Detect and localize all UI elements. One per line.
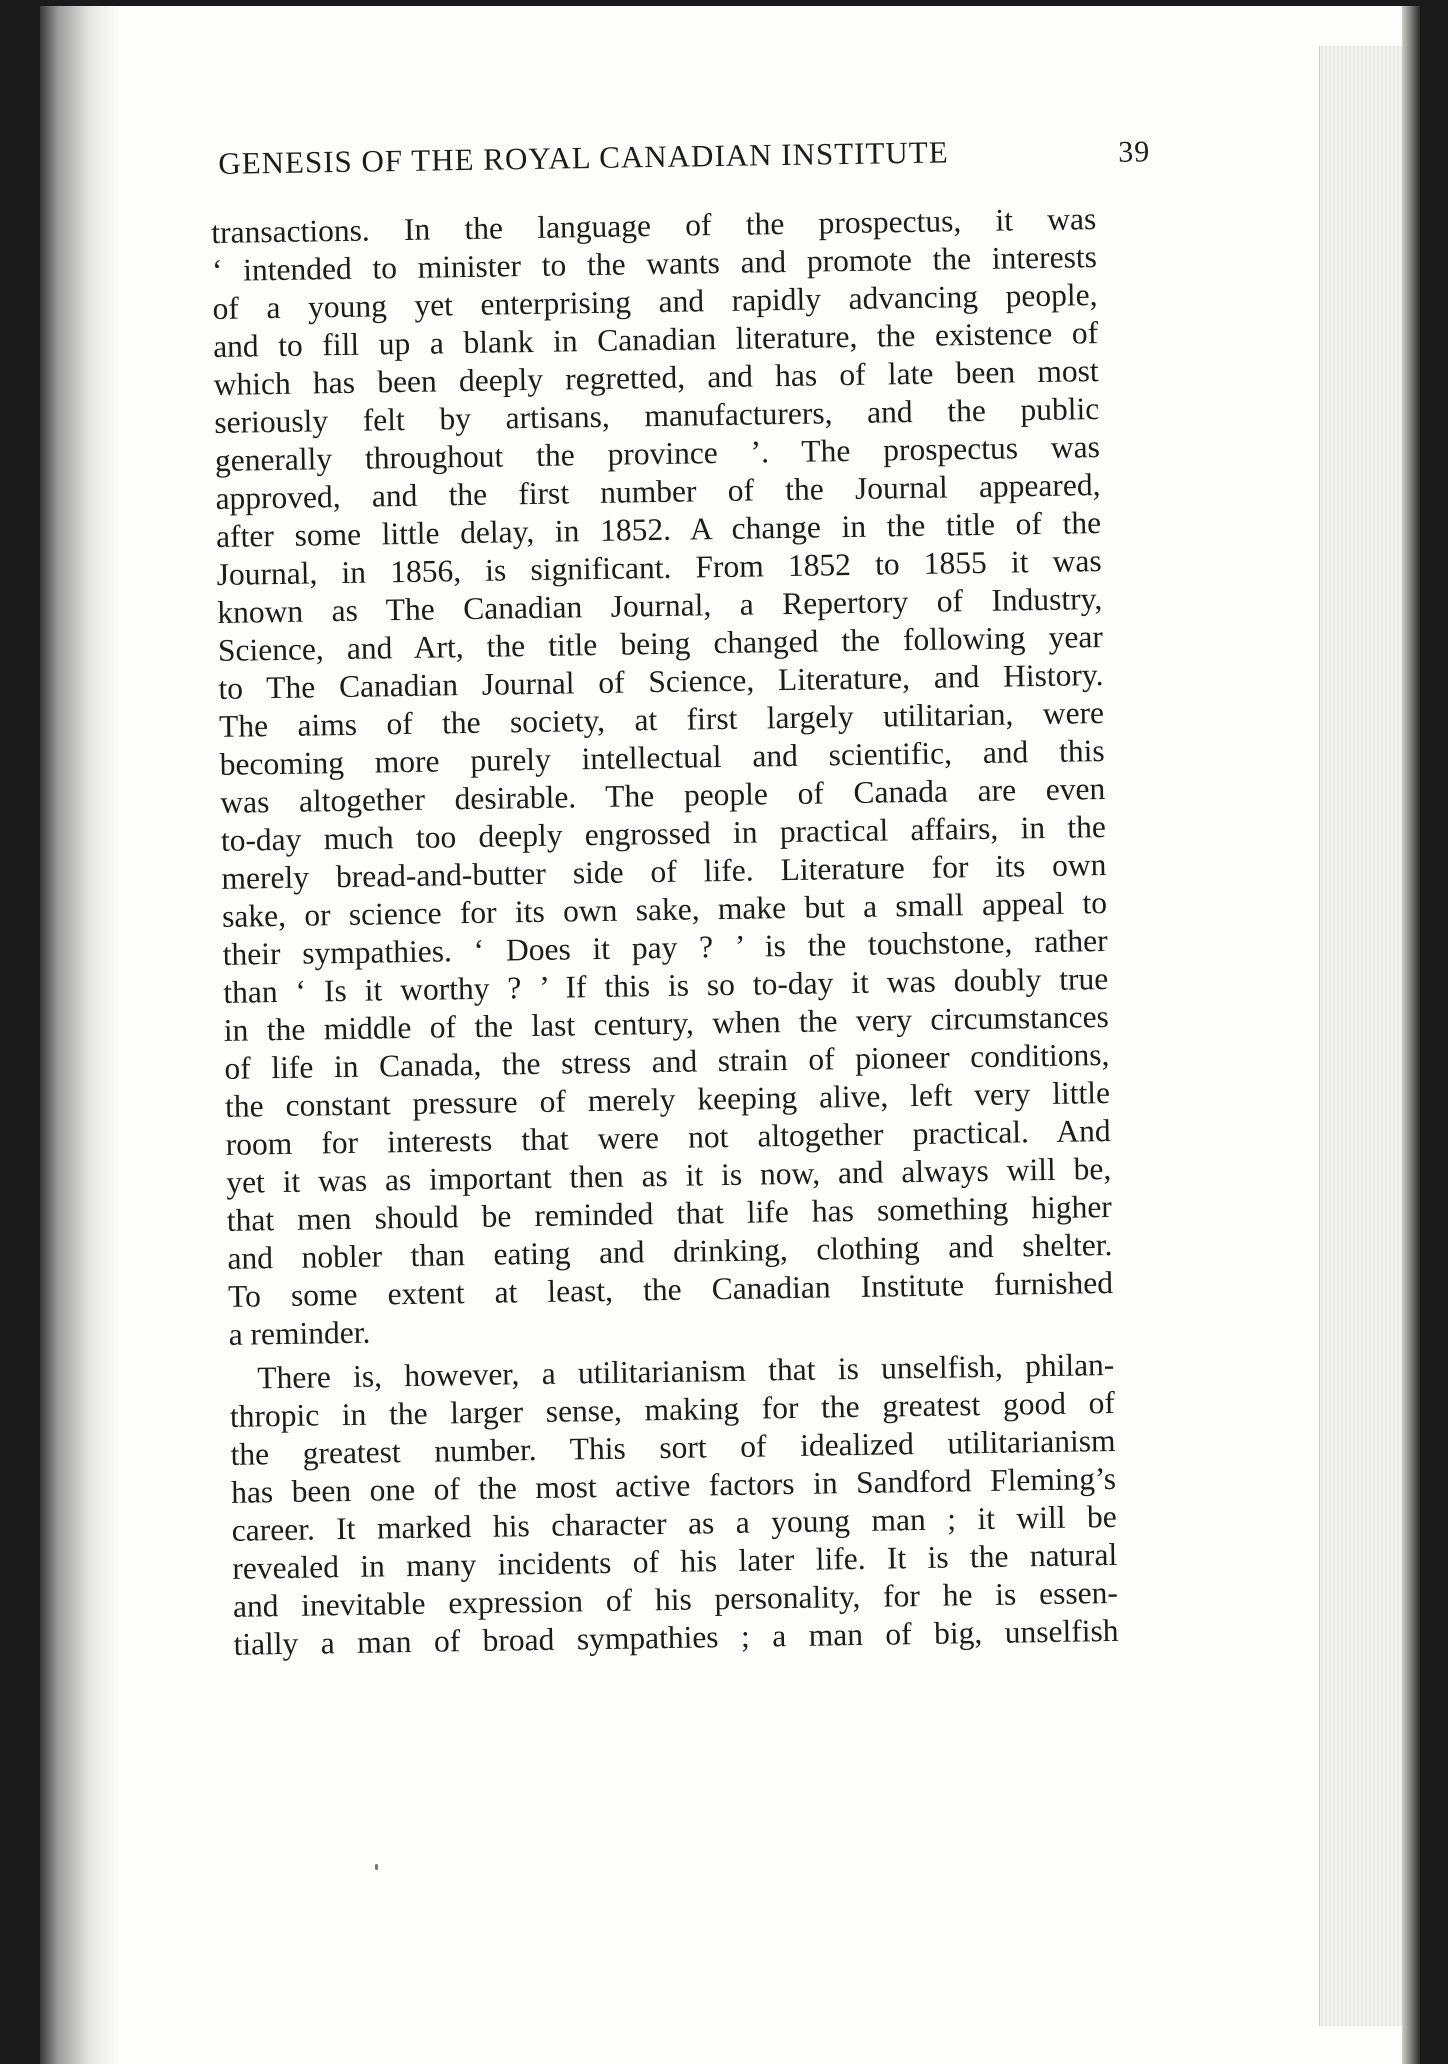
text-line: ‘ intended to minister to the wants and promote the interests bbox=[211, 239, 1098, 288]
text-line: the constant pressure of merely keeping alive, left very little bbox=[224, 1074, 1111, 1124]
text-line: a reminder. bbox=[228, 1314, 371, 1352]
text-line: seriously felt by artisans, manufacturers, and the public bbox=[214, 391, 1100, 440]
text-line: yet it was as important then as it is now, and always will be, bbox=[226, 1150, 1112, 1200]
text-line: of life in Canada, the stress and strain of pioneer conditions, bbox=[224, 1036, 1110, 1086]
text-line: thropic in the larger sense, making for the greatest good of bbox=[229, 1384, 1116, 1434]
page-edge-shadow bbox=[1402, 6, 1420, 2064]
text-line: The aims of the society, at first largely utilitarian, were bbox=[218, 695, 1105, 744]
text-line: Journal, in 1856, is significant. From 1852 to 1855 it was bbox=[216, 543, 1102, 592]
paragraph-1 bbox=[211, 200, 1149, 1354]
running-head bbox=[210, 132, 1151, 206]
text-line: after some little delay, in 1852. A change in the title of the bbox=[215, 505, 1102, 554]
text-line: known as The Canadian Journal, a Repertory of Industry, bbox=[217, 581, 1103, 630]
text-line: room for interests that were not altogether practical. And bbox=[225, 1112, 1111, 1162]
text-line: was altogether desirable. The people of Canada are even bbox=[220, 771, 1106, 820]
text-line: which has been deeply regretted, and has of late been most bbox=[213, 353, 1099, 402]
text-line: in the middle of the last century, when the very circumstances bbox=[223, 998, 1110, 1048]
text-line: to-day much too deeply engrossed in practical affairs, in the bbox=[220, 809, 1107, 858]
running-head-title: GENESIS OF THE ROYAL CANADIAN INSTITUTE bbox=[217, 134, 949, 181]
text-line: transactions. In the language of the prospectus, it was bbox=[211, 201, 1097, 250]
text-line: To some extent at least, the Canadian Institute furnished bbox=[227, 1264, 1114, 1314]
gutter-shadow bbox=[40, 6, 120, 2064]
text-line: than ‘ Is it worthy ? ’ If this is so to-day it was doubly true bbox=[223, 960, 1109, 1010]
text-line: and inevitable expression of his personality, for he is essen- bbox=[232, 1574, 1119, 1624]
text-line: career. It marked his character as a young man ; it will be bbox=[231, 1498, 1117, 1548]
text-line: Science, and Art, the title being changed the following year bbox=[217, 619, 1104, 668]
text-line: merely bread-and-butter side of life. Literature for its own bbox=[221, 847, 1107, 896]
text-line: their sympathies. ‘ Does it pay ? ’ is the touchstone, rather bbox=[222, 923, 1108, 972]
text-line: tially a man of broad sympathies ; a man of big, unselfish bbox=[233, 1612, 1119, 1662]
text-line: There is, however, a utilitarianism that is unselfish, philan- bbox=[257, 1346, 1115, 1396]
text-line: and nobler than eating and drinking, clothing and shelter. bbox=[227, 1226, 1113, 1276]
text-line: the greatest number. This sort of idealized utilitarianism bbox=[230, 1422, 1116, 1472]
text-line: that men should be reminded that life has something higher bbox=[226, 1188, 1113, 1238]
paragraph-2 bbox=[229, 1345, 1154, 1663]
paper-speck bbox=[375, 1864, 378, 1870]
text-line: and to fill up a blank in Canadian literature, the existence of bbox=[212, 315, 1099, 364]
text-line: revealed in many incidents of his later life. It is the natural bbox=[232, 1536, 1118, 1586]
text-line: of a young yet enterprising and rapidly advancing people, bbox=[212, 277, 1098, 326]
text-line: becoming more purely intellectual and scientific, and this bbox=[219, 733, 1105, 782]
book-page bbox=[40, 6, 1420, 2064]
text-line: sake, or science for its own sake, make but a small appeal to bbox=[221, 885, 1108, 934]
text-block bbox=[210, 132, 1154, 1664]
text-line: to The Canadian Journal of Science, Literature, and History. bbox=[218, 657, 1104, 706]
page-number: 39 bbox=[1117, 135, 1151, 169]
text-line: generally throughout the province ’. The prospectus was bbox=[214, 429, 1101, 478]
text-line: approved, and the first number of the Journal appeared, bbox=[215, 467, 1101, 516]
text-line: has been one of the most active factors in Sandford Fleming’s bbox=[230, 1460, 1117, 1510]
